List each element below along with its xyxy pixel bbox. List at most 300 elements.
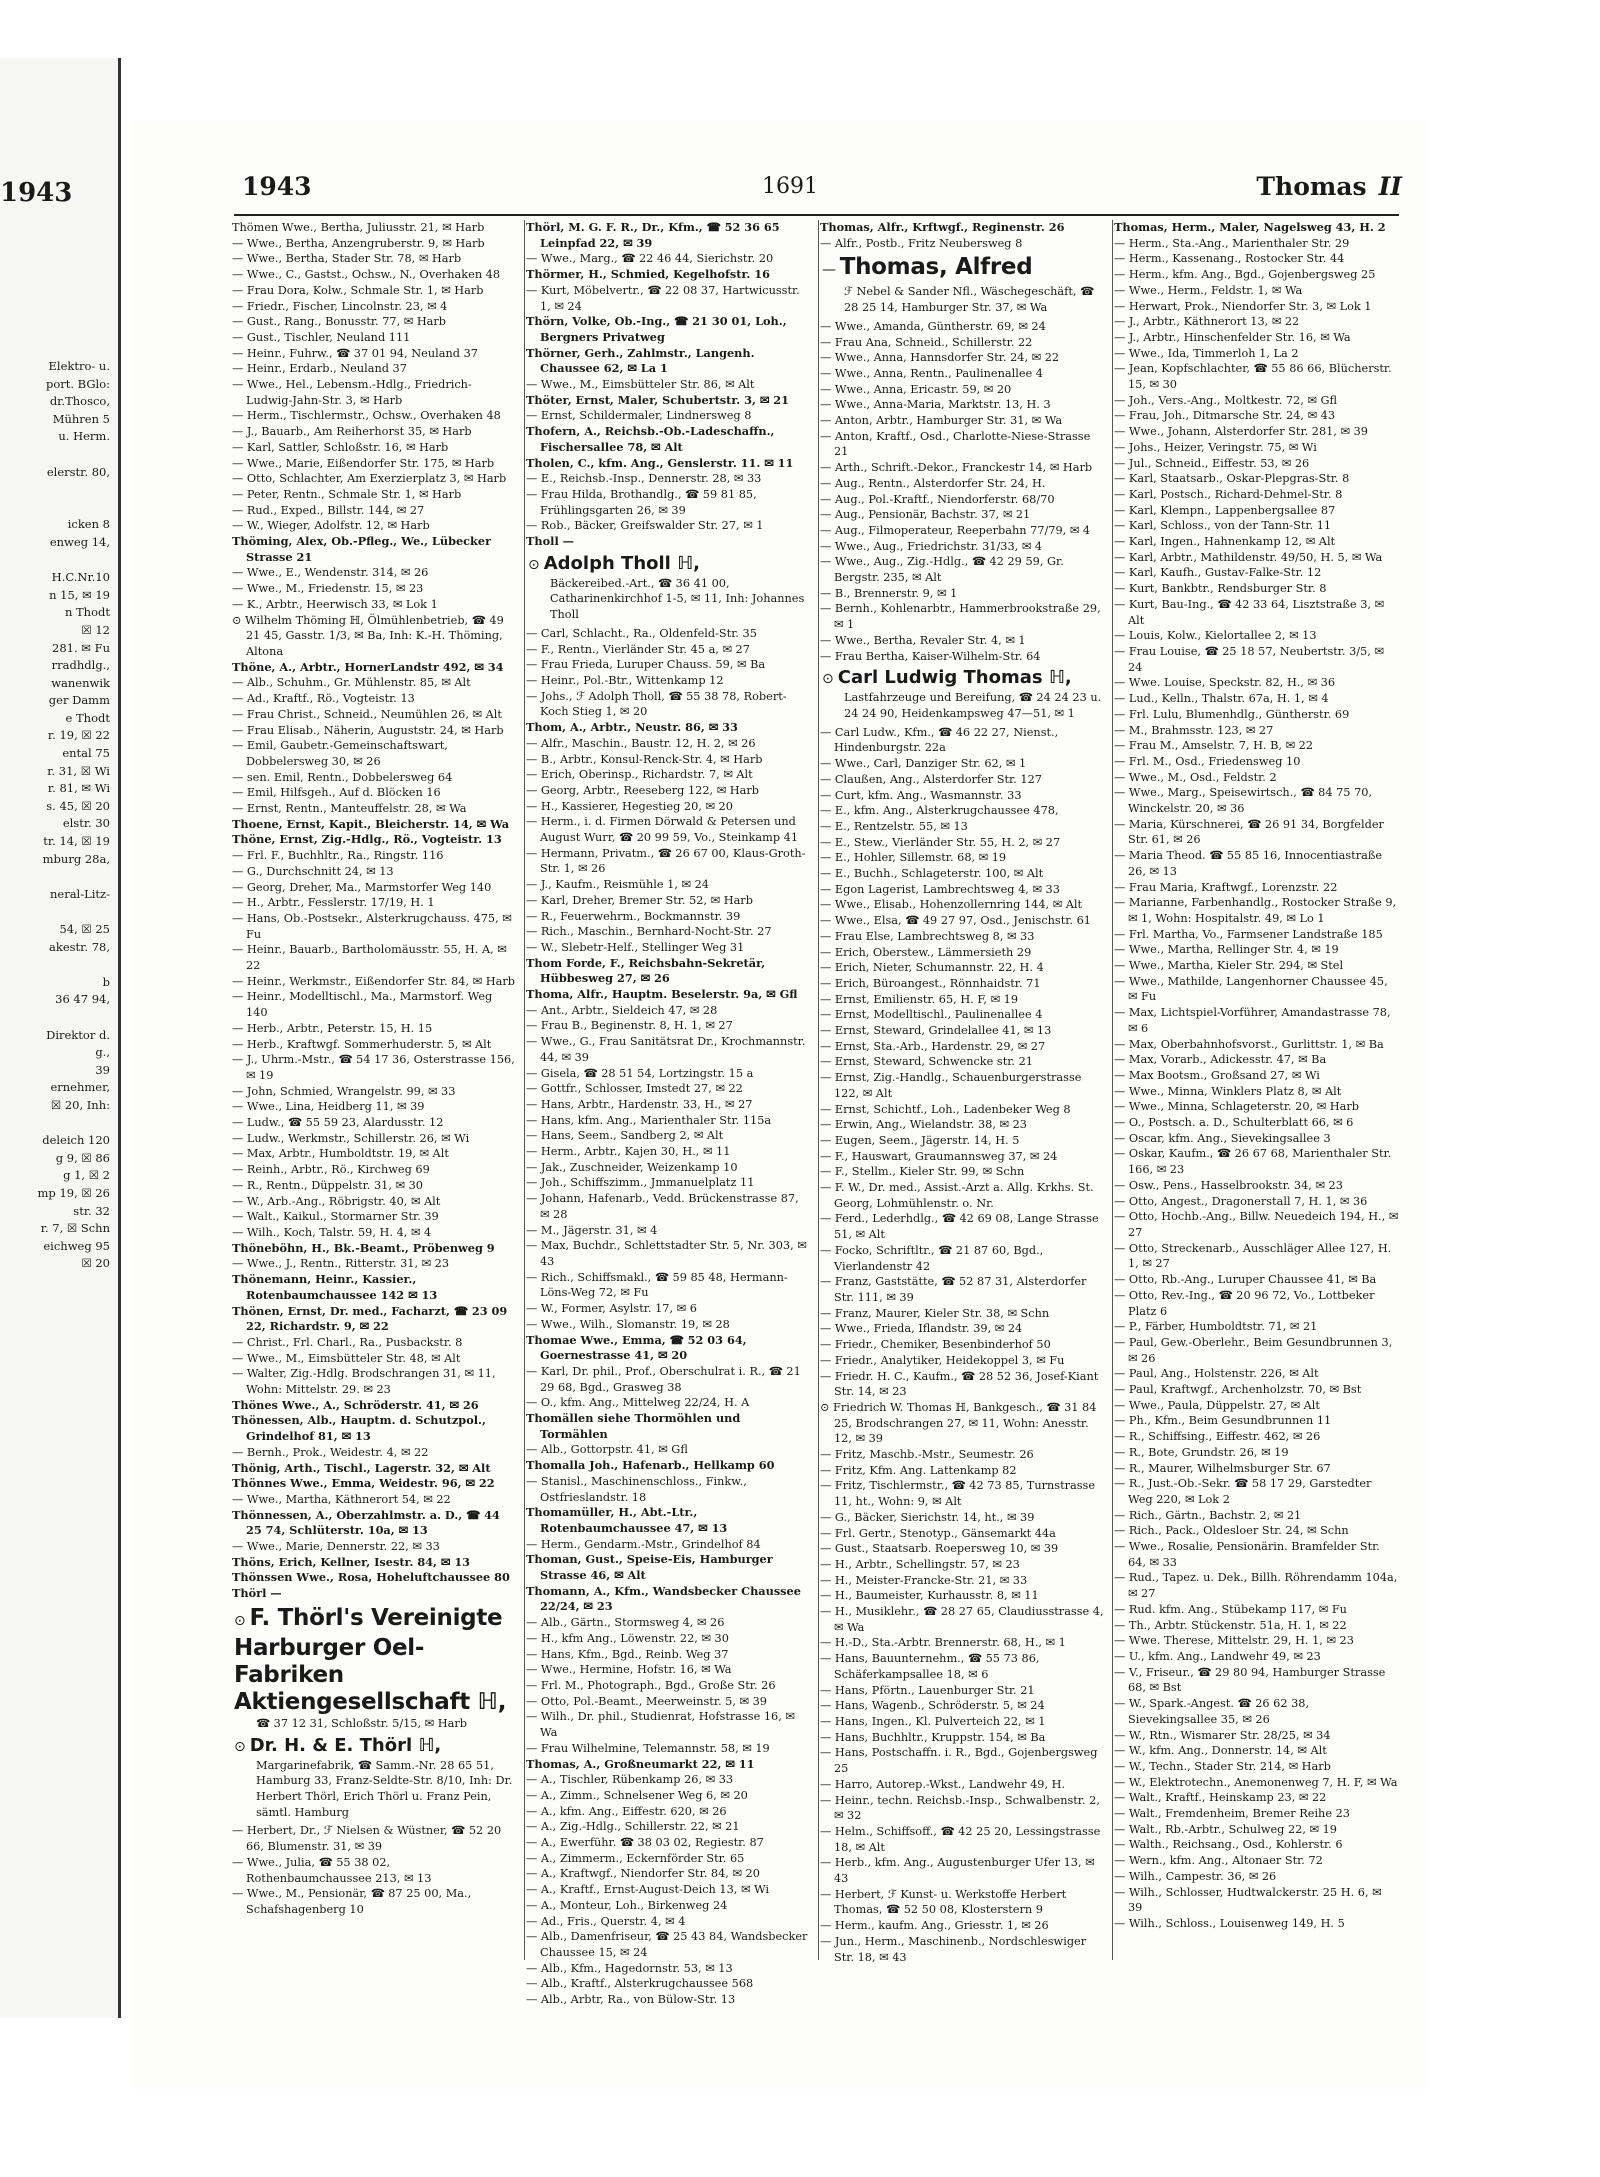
directory-entry: Thömen Wwe., Bertha, Juliusstr. 21, ✉ Harb (232, 221, 485, 234)
previous-page-line: str. 32 (73, 1203, 110, 1218)
directory-entry: — R., Rentn., Düppelstr. 31, ✉ 30 (232, 1178, 423, 1192)
directory-entry: — Karl, Kaufh., Gustav-Falke-Str. 12 (1114, 566, 1322, 580)
directory-entry: — A., kfm. Ang., Eiffestr. 620, ✉ 26 (526, 1804, 727, 1818)
directory-entry: Thomällen siehe Thormöhlen und Tormählen (526, 1411, 741, 1441)
directory-entry: — Herm., Tischlermstr., Ochsw., Overhaken 48 (232, 409, 501, 423)
directory-entry: — Anton, Kraftf., Osd., Charlotte-Niese-Strasse 21 (820, 429, 1091, 459)
previous-page-line: ernehmer, (50, 1080, 110, 1095)
directory-entry: — Alb., Damenfriseur, ☎ 25 43 84, Wandsbecker Chaussee 15, ✉ 24 (526, 1930, 808, 1959)
directory-entry: — A., Zimmerm., Eckernförder Str. 65 (526, 1851, 745, 1865)
directory-entry: — Friedr., Analytiker, Heidekoppel 3, ✉ Fu (820, 1353, 1065, 1367)
directory-entry: — Gottfr., Schlosser, Imstedt 27, ✉ 22 (526, 1082, 743, 1096)
directory-entry: — Frau Maria, Kraftwgf., Lorenzstr. 22 (1114, 880, 1338, 894)
directory-entry: — H., Arbtr., Fesslerstr. 17/19, H. 1 (232, 896, 435, 910)
directory-entry: — Wwe., Frieda, Iflandstr. 39, ✉ 24 (820, 1322, 1023, 1336)
directory-entry: — Otto, Pol.-Beamt., Meerweinstr. 5, ✉ 39 (526, 1694, 767, 1708)
directory-entry: — Karl, Sattler, Schloßstr. 16, ✉ Harb (232, 440, 449, 454)
directory-entry: Thöns, Erich, Kellner, Isestr. 84, ✉ 13 (232, 1554, 471, 1569)
directory-entry: — Wwe., Elsa, ☎ 49 27 97, Osd., Jenischstr. 61 (820, 914, 1091, 928)
directory-entry: Thönemann, Heinr., Kassier., Rotenbaumchaussee 142 ✉ 13 (232, 1272, 438, 1302)
directory-entry: — J., Kaufm., Reismühle 1, ✉ 24 (526, 878, 709, 892)
directory-entry: — Kurt, Möbelvertr., ☎ 22 08 37, Hartwicusstr. 1, ✉ 24 (526, 283, 800, 313)
directory-entry: — E., Stew., Vierländer Str. 55, H. 2, ✉ 27 (820, 835, 1061, 849)
directory-entry: — Osw., Pens., Hasselbrookstr. 34, ✉ 23 (1114, 1178, 1343, 1192)
previous-page-year: 1943 (0, 178, 73, 208)
directory-entry: — Wwe. Louise, Speckstr. 82, H., ✉ 36 (1114, 676, 1336, 690)
directory-entry: — Herb., Kraftwgf. Sommerhuderstr. 5, ✉ Alt (232, 1037, 492, 1051)
directory-entry: — Gust., Staatsarb. Roepersweg 10, ✉ 39 (820, 1542, 1059, 1556)
previous-page-line: neral-Litz- (49, 886, 110, 901)
directory-entry: — E., kfm. Ang., Alsterkrugchaussee 478, (820, 804, 1059, 818)
directory-entry: Thöming, Alex, Ob.-Pfleg., We., Lübecker Strasse 21 (232, 534, 492, 564)
previous-page-line: icken 8 (67, 517, 110, 532)
column-1 (232, 220, 517, 1980)
directory-entry: — Hans, Postschaffn. i. R., Bgd., Gojenbergsweg 25 (820, 1746, 1098, 1776)
previous-page-line: deleich 120 (42, 1133, 110, 1148)
directory-entry: Thönessen, Alb., Hauptm. d. Schutzpol., Grindelhof 81, ✉ 13 (232, 1413, 486, 1444)
directory-entry: — Ernst, Modelltischl., Paulinenallee 4 (820, 1008, 1043, 1022)
previous-page-line: wanenwik (51, 675, 110, 690)
directory-entry: — Wwe., Hel., Lebensm.-Hdlg., Friedrich-Ludwig-Jahn-Str. 3, ✉ Harb (232, 378, 472, 407)
directory-entry: — Wwe., Anna, Ericastr. 59, ✉ 20 (820, 382, 1012, 396)
previous-page-line (0, 868, 110, 886)
directory-entry: — A., Ewerführ. ☎ 38 03 02, Regiestr. 87 (526, 1836, 764, 1850)
directory-entry: — F. W., Dr. med., Assist.-Arzt a. Allg. Krkhs. St. Georg, Lohmühlenstr. o. Nr. (820, 1181, 1094, 1210)
directory-entry: — Karl, Dreher, Bremer Str. 52, ✉ Harb (526, 893, 753, 907)
directory-entry: — Otto, Angest., Dragonerstall 7, H. 1, ✉ 36 (1114, 1194, 1368, 1208)
previous-page-line: dr.Thosco, (49, 394, 110, 409)
directory-entry: — Johs., Heizer, Veringstr. 75, ✉ Wi (1114, 440, 1317, 454)
directory-entry: Thöter, Ernst, Maler, Schubertstr. 3, ✉ 21 (526, 392, 789, 407)
directory-entry: — Emil, Gaubetr.-Gemeinschaftswart, Dobbelersweg 30, ✉ 26 (232, 739, 448, 768)
directory-entry: — Ludw., Werkmstr., Schillerstr. 26, ✉ Wi (232, 1131, 470, 1145)
directory-entry: — Wwe., Bertha, Revaler Str. 4, ✉ 1 (820, 633, 1026, 647)
directory-entry: Thönnes Wwe., Emma, Weidestr. 96, ✉ 22 (232, 1476, 495, 1491)
previous-page-line: e Thodt (65, 710, 110, 725)
directory-entry: — Frau Dora, Kolw., Schmale Str. 1, ✉ Harb (232, 283, 484, 297)
directory-entry: — E., Buchh., Schlageterstr. 100, ✉ Alt (820, 867, 1044, 881)
directory-entry: — Walter, Zig.-Hdlg. Brodschrangen 31, ✉ 11, Wohn: Mittelstr. 29. ✉ 23 (232, 1367, 496, 1397)
directory-entry: Thoma, Alfr., Hauptm. Beselerstr. 9a, ✉ Gfl (526, 987, 798, 1002)
directory-entry: — W., Techn., Stader Str. 214, ✉ Harb (1114, 1759, 1331, 1773)
entry-marker: ⊙ (234, 1612, 246, 1629)
directory-entry: — Wwe., Anna-Maria, Marktstr. 13, H. 3 (820, 398, 1051, 412)
directory-entry: — W., kfm. Ang., Donnerstr. 14, ✉ Alt (1114, 1744, 1327, 1758)
directory-entry: — Wwe., Ida, Timmerloh 1, La 2 (1114, 346, 1299, 360)
display-entry-heading (232, 1735, 517, 1758)
directory-entry: — Friedr., Chemiker, Besenbinderhof 50 (820, 1338, 1051, 1352)
directory-entry: — Erwin, Ang., Wielandstr. 38, ✉ 23 (820, 1118, 1027, 1132)
directory-entry: — Heinr., Bauarb., Bartholomäusstr. 55, H. A, ✉ 22 (232, 943, 507, 973)
directory-entry: — Alb., Kfm., Hagedornstr. 53, ✉ 13 (526, 1961, 733, 1975)
directory-entry: — Max, Lichtspiel-Vorführer, Amandastrasse 78, ✉ 6 (1114, 1006, 1391, 1035)
directory-entry: Thönen, Ernst, Dr. med., Facharzt, ☎ 23 09 22, Richardstr. 9, ✉ 22 (232, 1303, 508, 1334)
directory-entry: Thörmer, H., Schmied, Kegelhofstr. 16 (526, 267, 770, 282)
directory-entry: — Wwe., Aug., Zig.-Hdlg., ☎ 42 29 59, Gr. Bergstr. 235, ✉ Alt (820, 555, 1064, 585)
directory-entry: — Focko, Schriftltr., ☎ 21 87 60, Bgd., Vierlandenstr 42 (820, 1243, 1044, 1273)
directory-entry: — Heinr., Pol.-Btr., Wittenkamp 12 (526, 673, 724, 687)
directory-entry: — John, Schmied, Wrangelstr. 99, ✉ 33 (232, 1084, 456, 1098)
directory-entry: — Wwe., Marie, Eißendorfer Str. 175, ✉ Harb (232, 456, 495, 470)
directory-entry: — Hans, Seem., Sandberg 2, ✉ Alt (526, 1129, 724, 1143)
directory-entry: — H.-D., Sta.-Arbtr. Brennerstr. 68, H., ✉ 1 (820, 1636, 1066, 1650)
directory-entry: — Fritz, Kfm. Ang. Lattenkamp 82 (820, 1463, 1017, 1477)
display-entry-details: Bäckereibed.-Art., ☎ 36 41 00, Catharinenkirchhof 1-5, ✉ 11, Inh: Johannes Tholl (550, 576, 805, 622)
directory-entry: Thofern, A., Reichsb.-Ob.-Ladeschaffn., Fischersallee 78, ✉ Alt (526, 424, 775, 454)
directory-entry: — Wwe., Carl, Danziger Str. 62, ✉ 1 (820, 757, 1027, 771)
directory-entry: — Walt., Rb.-Arbtr., Schulweg 22, ✉ 19 (1114, 1822, 1337, 1836)
directory-entry: — Wwe., M., Osd., Feldstr. 2 (1114, 770, 1277, 784)
directory-entry: — W., Arb.-Ang., Röbrigstr. 40, ✉ Alt (232, 1194, 441, 1208)
directory-entry: — Rich., Pack., Oldesloer Str. 24, ✉ Schn (1114, 1524, 1349, 1538)
previous-page-line: ☒ 12 (81, 622, 110, 637)
previous-page-line: H.C.Nr.10 (51, 570, 110, 585)
directory-entry: Thöneböhn, H., Bk.-Beamt., Pröbenweg 9 (232, 1240, 495, 1255)
directory-entry: — Joh., Vers.-Ang., Moltkestr. 72, ✉ Gfl (1114, 393, 1338, 407)
directory-entry: — Johann, Hafenarb., Vedd. Brückenstrasse 87, ✉ 28 (526, 1192, 799, 1221)
directory-entry: — Th., Arbtr. Stückenstr. 51a, H. 1, ✉ 22 (1114, 1618, 1347, 1632)
directory-entry: — H., Baumeister, Kurhausstr. 8, ✉ 11 (820, 1589, 1039, 1603)
running-head (1256, 172, 1402, 201)
directory-entry: — Karl, Dr. phil., Prof., Oberschulrat i. R., ☎ 21 29 68, Bgd., Grasweg 38 (526, 1364, 801, 1394)
directory-entry: — Ernst, Steward, Grindelallee 41, ✉ 13 (820, 1024, 1052, 1038)
display-entry-name: F. Thörl's Vereinigte Harburger Oel-Fabriken Aktiengesellschaft ℍ, (234, 1604, 507, 1715)
directory-entry: — J., Arbtr., Käthnerort 13, ✉ 22 (1114, 315, 1300, 329)
previous-page-line: 39 (95, 1062, 110, 1077)
directory-entry: — Gust., Tischler, Neuland 111 (232, 330, 411, 344)
directory-entry: ⊙ Wilhelm Thöming ℍ, Ölmühlenbetrieb, ☎ 49 21 45, Gasstr. 1/3, ✉ Ba, Inh: K.-H. Thöming, Altona (232, 613, 504, 658)
directory-entry: Thöne, Ernst, Zig.-Hdlg., Rö., Vogteistr. 13 (232, 832, 502, 847)
directory-entry: — Karl, Klempn., Lappenbergsallee 87 (1114, 503, 1336, 517)
directory-entry: — Alb., Gottorpstr. 41, ✉ Gfl (526, 1443, 688, 1457)
directory-entry: — Oskar, Kaufm., ☎ 26 67 68, Marienthaler Str. 166, ✉ 23 (1114, 1147, 1392, 1177)
display-entry-heading (526, 553, 811, 576)
directory-entry: — Wwe., Martha, Käthnerort 54, ✉ 22 (232, 1492, 451, 1506)
directory-entry: — Heinr., Fuhrw., ☎ 37 01 94, Neuland 37 (232, 346, 478, 360)
directory-entry: — Arth., Schrift.-Dekor., Franckestr 14, ✉ Harb (820, 461, 1093, 475)
directory-entry: — Heinr., Erdarb., Neuland 37 (232, 362, 407, 376)
display-entry-details: Margarinefabrik, ☎ Samm.-Nr. 28 65 51, Hamburg 33, Franz-Seldte-Str. 8/10, Inh: Dr. Herbert Thörl, Erich Thörl u. Franz Pein, sämtl. Hamburg (256, 1758, 513, 1819)
directory-entry: — A., Kraftwgf., Niendorfer Str. 84, ✉ 20 (526, 1867, 760, 1881)
directory-entry: — Ernst, Sta.-Arb., Hardenstr. 29, ✉ 27 (820, 1039, 1046, 1053)
directory-entry: — Karl, Ingen., Hahnenkamp 12, ✉ Alt (1114, 535, 1336, 549)
directory-entry: — Wern., kfm. Ang., Altonaer Str. 72 (1114, 1854, 1323, 1868)
previous-page-line: Elektro- u. (48, 359, 110, 373)
directory-entry: — Walt., Kraftf., Heinskamp 23, ✉ 22 (1114, 1791, 1327, 1805)
previous-page-line: r. 31, ☒ Wi (47, 763, 110, 778)
directory-entry: — Fritz, Tischlermstr., ☎ 42 73 85, Turnstrasse 11, ht., Wohn: 9, ✉ Alt (820, 1479, 1096, 1509)
directory-entry: — Emil, Hilfsgeh., Auf d. Blöcken 16 (232, 786, 441, 800)
directory-entry: — Franz, Maurer, Kieler Str. 38, ✉ Schn (820, 1306, 1050, 1320)
previous-page-line: mp 19, ☒ 26 (37, 1185, 110, 1200)
directory-entry: — F., Hauswart, Graumannsweg 37, ✉ 24 (820, 1149, 1058, 1163)
directory-entry: — Wwe., Paula, Düppelstr. 27, ✉ Alt (1114, 1398, 1320, 1412)
directory-entry: — Maria, Kürschnerei, ☎ 26 91 34, Borgfelder Str. 61, ✉ 26 (1114, 817, 1384, 847)
directory-entry: — Aug., Pensionär, Bachstr. 37, ✉ 21 (820, 508, 1031, 522)
directory-entry: — Max, Arbtr., Humboldtstr. 19, ✉ Alt (232, 1147, 449, 1161)
directory-entry: — H., kfm Ang., Löwenstr. 22, ✉ 30 (526, 1631, 729, 1645)
directory-entry: — Wwe., Wilh., Slomanstr. 19, ✉ 28 (526, 1317, 730, 1331)
directory-entry: Thörl — (232, 1586, 282, 1601)
directory-entry: — Aug., Filmoperateur, Reeperbahn 77/79, ✉ 4 (820, 523, 1091, 537)
directory-entry: — Franz, Gaststätte, ☎ 52 87 31, Alsterdorfer Str. 111, ✉ 39 (820, 1275, 1087, 1304)
directory-entry: — Frl. M., Osd., Friedensweg 10 (1114, 754, 1301, 768)
directory-entry: Thomas, Herm., Maler, Nagelsweg 43, H. 2 (1114, 220, 1386, 234)
directory-entry: Thom, A., Arbtr., Neustr. 86, ✉ 33 (526, 720, 738, 735)
previous-page-line: tr. 14, ☒ 19 (43, 834, 110, 849)
previous-page-edge (0, 58, 121, 2018)
directory-entry: — Heinr., Modelltischl., Ma., Marmstorf. Weg 140 (232, 990, 493, 1020)
directory-entry: — Wwe., M., Pensionär, ☎ 87 25 00, Ma., Schafshagenberg 10 (232, 1887, 472, 1916)
display-entry-heading (232, 1605, 517, 1716)
directory-entry: — Rob., Bäcker, Greifswalder Str. 27, ✉ 1 (526, 519, 764, 533)
directory-entry: Thörner, Gerh., Zahlmstr., Langenh. Chaussee 62, ✉ La 1 (526, 345, 755, 376)
directory-entry: — Paul, Gew.-Oberlehr., Beim Gesundbrunnen 3, ✉ 26 (1114, 1335, 1393, 1365)
display-entry-details: Lastfahrzeuge und Bereifung, ☎ 24 24 23 u. 24 24 90, Heidenkampsweg 47—51, ✉ 1 (844, 691, 1102, 720)
directory-entry: Thoman, Gust., Speise-Eis, Hamburger Strasse 46, ✉ Alt (526, 1552, 773, 1583)
previous-page-line: ental 75 (62, 746, 110, 761)
directory-entry: — Ant., Arbtr., Sieldeich 47, ✉ 28 (526, 1003, 718, 1017)
directory-entry: — F., Rentn., Vierländer Str. 45 a, ✉ 27 (526, 642, 750, 656)
directory-entry: — F., Stellm., Kieler Str. 99, ✉ Schn (820, 1165, 1025, 1179)
directory-entry: — Wwe., Martha, Rellinger Str. 4, ✉ 19 (1114, 943, 1339, 957)
directory-entry: — P., Färber, Humboldtstr. 71, ✉ 21 (1114, 1320, 1318, 1334)
directory-entry: — Wwe., G., Frau Sanitätsrat Dr., Krochmannstr. 44, ✉ 39 (526, 1035, 806, 1064)
directory-entry: — Alb., Gärtn., Stormsweg 4, ✉ 26 (526, 1616, 725, 1630)
directory-entry: Thönnessen, A., Oberzahlmstr. a. D., ☎ 44 25 74, Schlüterstr. 10a, ✉ 13 (232, 1507, 500, 1538)
directory-entry: — sen. Emil, Rentn., Dobbelersweg 64 (232, 770, 453, 784)
directory-entry: — Jun., Herm., Maschinenb., Nordschleswiger Str. 18, ✉ 43 (820, 1934, 1087, 1964)
previous-page-line: n Thodt (64, 605, 110, 620)
directory-entry: — Curt, kfm. Ang., Wasmannstr. 33 (820, 788, 1022, 802)
directory-entry: — Wwe., Bertha, Stader Str. 78, ✉ Harb (232, 252, 462, 266)
directory-entry: — Otto, Hochb.-Ang., Billw. Neuedeich 194, H., ✉ 27 (1114, 1210, 1399, 1239)
column-3 (820, 220, 1105, 1980)
directory-entry: — Erich, Büroangest., Rönnhaidstr. 71 (820, 976, 1041, 990)
directory-entry: — Frau, Joh., Ditmarsche Str. 24, ✉ 43 (1114, 409, 1336, 423)
directory-entry: Thomas, Alfr., Krftwgf., Reginenstr. 26 (820, 220, 1065, 234)
directory-entry: — Frl. F., Buchhltr., Ra., Ringstr. 116 (232, 849, 444, 863)
directory-entry: — Wwe., Minna, Schlageterstr. 20, ✉ Harb (1114, 1100, 1360, 1114)
directory-entry: — Frau Louise, ☎ 25 18 57, Neubertstr. 3/5, ✉ 24 (1114, 644, 1384, 674)
running-head-numeral: II (1378, 172, 1402, 201)
directory-entry: — Karl, Staatsarb., Oskar-Plepgras-Str. 8 (1114, 472, 1350, 486)
previous-page-line (0, 481, 110, 499)
previous-page-text (0, 358, 110, 1273)
directory-entry: — Wwe. Therese, Mittelstr. 29, H. 1, ✉ 23 (1114, 1634, 1354, 1648)
directory-entry: — Egon Lagerist, Lambrechtsweg 4, ✉ 33 (820, 882, 1060, 896)
directory-entry: — E., Hohler, Sillemstr. 68, ✉ 19 (820, 851, 1007, 865)
directory-entry: — Rud., Exped., Billstr. 144, ✉ 27 (232, 503, 425, 517)
directory-entry: — Rud. kfm. Ang., Stübekamp 117, ✉ Fu (1114, 1602, 1347, 1616)
directory-entry: — Georg, Dreher, Ma., Marmstorfer Weg 140 (232, 880, 492, 894)
directory-entry: — Paul, Kraftwgf., Archenholzstr. 70, ✉ Bst (1114, 1383, 1362, 1397)
directory-entry: — Jak., Zuschneider, Weizenkamp 10 (526, 1160, 738, 1174)
directory-entry: — Wwe., M., Eimsbütteler Str. 48, ✉ Alt (232, 1351, 461, 1365)
column-4 (1114, 220, 1399, 1980)
directory-entry: — Herbert, ℱ Kunst- u. Werkstoffe Herbert Thomas, ☎ 52 50 08, Klosterstern 9 (820, 1887, 1067, 1917)
previous-page-line: r. 7, ☒ Schn (40, 1221, 110, 1236)
directory-page (132, 120, 1428, 2090)
directory-entry: — Ernst, Emilienstr. 65, H. F, ✉ 19 (820, 992, 1019, 1006)
directory-entry: — H., Musiklehr., ☎ 28 27 65, Claudiusstrasse 4, ✉ Wa (820, 1605, 1104, 1634)
display-entry-details: ☎ 37 12 31, Schloßstr. 5/15, ✉ Harb (256, 1716, 467, 1730)
directory-entry: — G., Bäcker, Sierichstr. 14, ht., ✉ 39 (820, 1510, 1035, 1524)
directory-entry: — Fritz, Maschb.-Mstr., Seumestr. 26 (820, 1448, 1034, 1462)
directory-entry: — A., Tischler, Rübenkamp 26, ✉ 33 (526, 1773, 734, 1787)
directory-entry: Thomalla Joh., Hafenarb., Hellkamp 60 (526, 1458, 775, 1473)
directory-entry: Thomas, A., Großneumarkt 22, ✉ 11 (526, 1756, 755, 1771)
directory-entry: Tholl — (526, 534, 574, 549)
directory-entry: — U., kfm. Ang., Landwehr 49, ✉ 23 (1114, 1649, 1321, 1663)
directory-entry: — Oscar, kfm. Ang., Sievekingsallee 3 (1114, 1131, 1331, 1145)
directory-entry: — R., Feuerwehrm., Bockmannstr. 39 (526, 909, 741, 923)
directory-entry: — Herm., Gendarm.-Mstr., Grindelhof 84 (526, 1537, 761, 1551)
entry-marker: ⊙ (822, 671, 834, 688)
directory-entry: — Frl. Martha, Vo., Farmsener Landstraße 185 (1114, 927, 1383, 941)
display-entry-heading (820, 254, 1105, 284)
directory-entry: — Helm., Schiffsoff., ☎ 42 25 20, Lessingstrasse 18, ✉ Alt (820, 1824, 1101, 1854)
previous-page-line: 54, ☒ 25 (59, 922, 110, 936)
previous-page-line: enweg 14, (49, 534, 110, 549)
display-entry (232, 1735, 517, 1821)
previous-page-line: g 9, ☒ 86 (55, 1150, 110, 1165)
directory-entry: — Friedr. H. C., Kaufm., ☎ 28 52 36, Josef-Kiant Str. 14, ✉ 23 (820, 1369, 1099, 1399)
previous-page-line: Mühren 5 (52, 411, 110, 426)
directory-entry: — Alfr., Postb., Fritz Neubersweg 8 (820, 236, 1023, 250)
display-entry (526, 553, 811, 623)
previous-page-line (0, 903, 110, 921)
directory-entry: — Frl. Lulu, Blumenhdlg., Güntherstr. 69 (1114, 707, 1350, 721)
display-entry-name: Adolph Tholl ℍ, (543, 552, 700, 574)
directory-entry: — Wwe., M., Friedenstr. 15, ✉ 23 (232, 582, 424, 596)
directory-entry: — Wwe., Minna, Winklers Platz 8, ✉ Alt (1114, 1084, 1342, 1098)
directory-entry: — Wwe., Mathilde, Langenhorner Chaussee 45, ✉ Fu (1114, 974, 1388, 1004)
directory-entry: — W., Former, Asylstr. 17, ✉ 6 (526, 1302, 697, 1316)
previous-page-line: mburg 28a, (42, 851, 110, 866)
directory-entry: — H., Arbtr., Schellingstr. 57, ✉ 23 (820, 1557, 1020, 1571)
directory-entry: — Rich., Gärtn., Bachstr. 2, ✉ 21 (1114, 1508, 1302, 1522)
previous-page-line (0, 499, 110, 517)
directory-entry: — R., Maurer, Wilhelmsburger Str. 67 (1114, 1461, 1331, 1475)
directory-entry: — Ernst, Schildermaler, Lindnersweg 8 (526, 409, 752, 423)
directory-entry: — Wwe., Lina, Heidberg 11, ✉ 39 (232, 1100, 425, 1114)
directory-entry: — Marianne, Farbenhandlg., Rostocker Straße 9, ✉ 1, Wohn: Hospitalstr. 49, ✉ Lo 1 (1114, 896, 1397, 925)
previous-page-line (0, 552, 110, 570)
header-rule (234, 214, 1399, 216)
directory-entry: — Hans, kfm. Ang., Marienthaler Str. 115a (526, 1113, 772, 1127)
directory-entry: — Georg, Arbtr., Reeseberg 122, ✉ Harb (526, 783, 759, 797)
directory-entry: Thomann, A., Kfm., Wandsbecker Chaussee 22/24, ✉ 23 (526, 1583, 801, 1614)
directory-entry: — Ernst, Zig.-Handlg., Schauenburgerstrasse 122, ✉ Alt (820, 1071, 1082, 1100)
directory-entry: — Johs., ℱ Adolph Tholl, ☎ 55 38 78, Robert-Koch Stieg 1, ✉ 20 (526, 689, 787, 719)
directory-entry: — Wwe., J., Rentn., Ritterstr. 31, ✉ 23 (232, 1257, 450, 1271)
directory-entry: — Heinr., techn. Reichsb.-Insp., Schwalbenstr. 2, ✉ 32 (820, 1793, 1100, 1823)
directory-entry: — Alb., Kraftf., Alsterkrugchaussee 568 (526, 1977, 754, 1991)
column-2 (526, 220, 811, 2007)
directory-entry: — Wwe., Rosalie, Pensionärin. Bramfelder Str. 64, ✉ 33 (1114, 1540, 1380, 1569)
directory-entry: — Herm., i. d. Firmen Dörwald & Petersen und August Wurr, ☎ 20 99 59, Vo., Steinkamp 41 (526, 815, 799, 845)
running-head-name: Thomas (1256, 172, 1367, 201)
previous-page-line: elerstr. 80, (46, 464, 110, 479)
directory-entry: — Christ., Frl. Charl., Ra., Pusbackstr. 8 (232, 1335, 463, 1349)
directory-entry: — Otto, Streckenarb., Ausschläger Allee 127, H. 1, ✉ 27 (1114, 1241, 1392, 1271)
directory-entry: — J., Uhrm.-Mstr., ☎ 54 17 36, Osterstrasse 156, ✉ 19 (232, 1053, 515, 1082)
directory-entry: — Aug., Rentn., Alsterdorfer Str. 24, H. (820, 476, 1046, 490)
directory-entry: — Erich, Oberinsp., Richardstr. 7, ✉ Alt (526, 768, 753, 782)
directory-entry: — Wwe., Hermine, Hofstr. 16, ✉ Wa (526, 1663, 732, 1677)
directory-entry: — Hans, Ingen., Kl. Pulverteich 22, ✉ 1 (820, 1714, 1046, 1728)
directory-entry: — Carl Ludw., Kfm., ☎ 46 22 27, Nienst., Hindenburgstr. 22a (820, 725, 1059, 755)
directory-entry: — Gust., Rang., Bonusstr. 77, ✉ Harb (232, 315, 447, 329)
directory-entry: — Rich., Schiffsmakl., ☎ 59 85 48, Hermann-Löns-Weg 72, ✉ Fu (526, 1270, 788, 1300)
directory-entry: Thöne, A., Arbtr., HornerLandstr 492, ✉ 34 (232, 659, 504, 674)
directory-entry: — M., Brahmsstr. 123, ✉ 27 (1114, 723, 1274, 737)
directory-entry: — R., Just.-Ob.-Sekr. ☎ 58 17 29, Garstedter Weg 220, ✉ Lok 2 (1114, 1477, 1372, 1506)
directory-entry: — Max Bootsm., Großsand 27, ✉ Wi (1114, 1068, 1320, 1082)
display-entry (820, 667, 1105, 721)
directory-entry: — Wwe., Marg., ☎ 22 46 44, Sierichstr. 20 (526, 252, 774, 266)
directory-entry: — Eugen, Seem., Jägerstr. 14, H. 5 (820, 1133, 1020, 1147)
directory-entry: — Wilh., Campestr. 36, ✉ 26 (1114, 1869, 1277, 1883)
directory-entry: — Kurt, Bau-Ing., ☎ 42 33 64, Lisztstraße 3, ✉ Alt (1114, 597, 1385, 627)
previous-page-line (0, 1009, 110, 1027)
directory-entry: — Peter, Rentn., Schmale Str. 1, ✉ Harb (232, 487, 462, 501)
directory-entry: — W., Slebetr-Helf., Stellinger Weg 31 (526, 940, 745, 954)
directory-entry: Thomamüller, H., Abt.-Ltr., Rotenbaumchaussee 47, ✉ 13 (526, 1505, 728, 1535)
directory-entry: Thönssen Wwe., Rosa, Hoheluftchaussee 80 (232, 1570, 510, 1585)
directory-entry: — Hans, Pförtn., Lauenburger Str. 21 (820, 1683, 1035, 1697)
directory-entry: Thoene, Ernst, Kapit., Bleicherstr. 14, ✉ Wa (232, 816, 510, 831)
directory-entry: — Ernst, Steward, Schwencke str. 21 (820, 1055, 1033, 1069)
directory-entry: — Hans, Buchhltr., Kruppstr. 154, ✉ Ba (820, 1730, 1046, 1744)
directory-entry: — Jean, Kopfschlachter, ☎ 55 86 66, Blücherstr. 15, ✉ 30 (1114, 362, 1392, 392)
previous-page-line: b (102, 974, 110, 989)
directory-entry: — Frau Christ., Schneid., Neumühlen 26, ✉ Alt (232, 707, 502, 721)
directory-entry: — Louis, Kolw., Kielortallee 2, ✉ 13 (1114, 629, 1317, 643)
directory-entry: — Frl. Gertr., Stenotyp., Gänsemarkt 44a (820, 1526, 1056, 1540)
directory-entry: — Alb., Arbtr, Ra., von Bülow-Str. 13 (526, 1993, 736, 2007)
directory-entry: Thom Forde, F., Reichsbahn-Sekretär, Hübbesweg 27, ✉ 26 (526, 955, 766, 986)
directory-entry: — Wwe., Anna, Rentn., Paulinenallee 4 (820, 366, 1043, 380)
directory-entry: — Wilh., Schlosser, Hudtwalckerstr. 25 H. 6, ✉ 39 (1114, 1885, 1382, 1915)
directory-entry: — A., Kraftf., Ernst-August-Deich 13, ✉ Wi (526, 1883, 770, 1897)
previous-page-line: g., (95, 1045, 110, 1060)
directory-entry: — A., Zig.-Hdlg., Schillerstr. 22, ✉ 21 (526, 1820, 740, 1834)
directory-entry: — Herb., Arbtr., Peterstr. 15, H. 15 (232, 1021, 433, 1035)
directory-entry: — Max, Vorarb., Adickesstr. 47, ✉ Ba (1114, 1053, 1327, 1067)
directory-entry: — H., Kassierer, Hegestieg 20, ✉ 20 (526, 799, 733, 813)
directory-entry: — Ad., Kraftf., Rö., Vogteistr. 13 (232, 692, 415, 706)
directory-entry: — Ernst, Rentn., Manteuffelstr. 28, ✉ Wa (232, 802, 467, 816)
directory-entry: — J., Arbtr., Hinschenfelder Str. 16, ✉ Wa (1114, 330, 1351, 344)
directory-entry: — Wilh., Schloss., Louisenweg 149, H. 5 (1114, 1916, 1345, 1930)
directory-entry: — Wwe., Amanda, Güntherstr. 69, ✉ 24 (820, 319, 1046, 333)
directory-entry: — O., kfm. Ang., Mittelweg 22/24, H. A (526, 1396, 750, 1410)
directory-entry: — Hermann, Privatm., ☎ 26 67 00, Klaus-Groth-Str. 1, ✉ 26 (526, 846, 806, 876)
directory-entry: — Otto, Rev.-Ing., ☎ 20 96 72, Vo., Lottbeker Platz 6 (1114, 1288, 1375, 1318)
directory-entry: — Otto, Rb.-Ang., Luruper Chaussee 41, ✉ Ba (1114, 1273, 1377, 1287)
directory-entry: — Frau Ana, Schneid., Schillerstr. 22 (820, 335, 1033, 349)
display-entry-name: Dr. H. & E. Thörl ℍ, (249, 1734, 442, 1756)
directory-entry: — Herwart, Prok., Niendorfer Str. 3, ✉ Lok 1 (1114, 299, 1372, 313)
directory-entry: — K., Arbtr., Heerwisch 33, ✉ Lok 1 (232, 597, 438, 611)
entry-marker: ⊙ (528, 556, 540, 573)
directory-entry: — B., Arbtr., Konsul-Renck-Str. 4, ✉ Harb (526, 752, 763, 766)
directory-entry: — Wwe., Aug., Friedrichstr. 31/33, ✉ 4 (820, 539, 1043, 553)
directory-entry: — Herm., Kassenang., Rostocker Str. 44 (1114, 252, 1345, 266)
directory-entry: — R., Schiffsing., Eiffestr. 462, ✉ 26 (1114, 1430, 1321, 1444)
